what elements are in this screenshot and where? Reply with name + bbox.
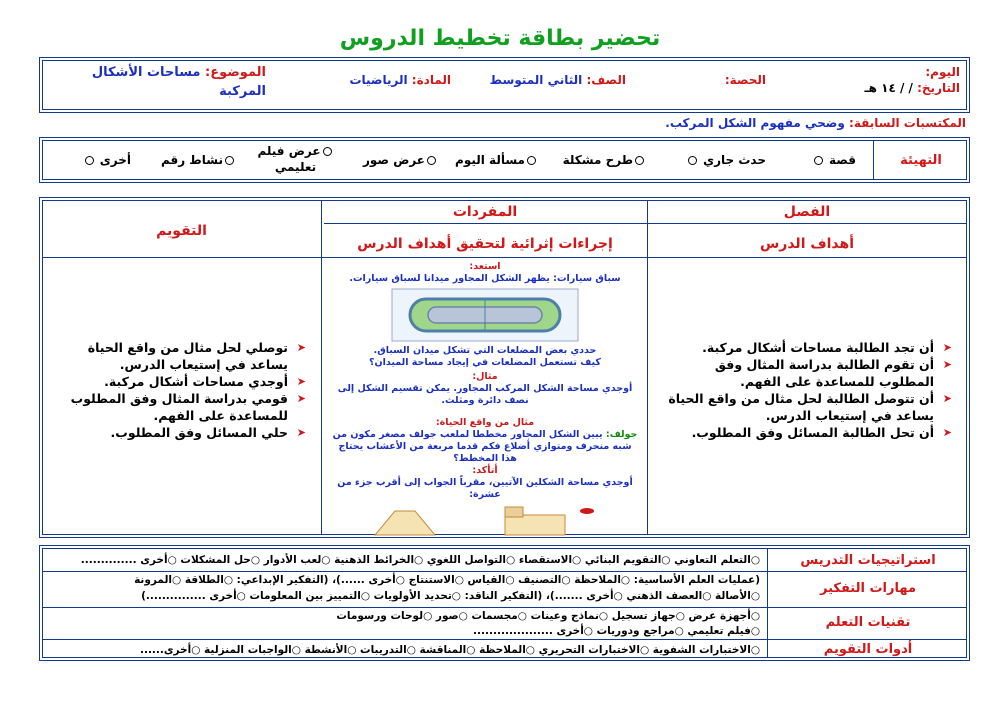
- goal-item: ➤ أن تجد الطالبة مساحات أشكال مركبة.: [702, 340, 952, 355]
- evaluation-list: [51, 339, 306, 441]
- golf-block: [326, 429, 644, 465]
- tech-line-1: ○أجهزة عرض ○جهاز تسجيل ○نماذج وعينات ○مجسمات ○صور ○لوحات ورسومات: [336, 610, 760, 622]
- evaluation-item: ➤ توصلي لحل مثال من واقع الحياة يساعد في إستيعاب الدرس.: [87, 340, 306, 372]
- evaluation-item: ➤ حلي المسائل وفق المطلوب.: [110, 425, 306, 440]
- warmup-option-event[interactable]: حدث جاري: [686, 153, 766, 167]
- grade-value: الثاني المتوسط: [489, 73, 583, 87]
- tech-label: تقنيات التعلم: [825, 615, 911, 630]
- warmup-option-problem[interactable]: طرح مشكلة: [563, 153, 646, 167]
- real-life-label: مثال من واقع الحياة:: [435, 417, 535, 428]
- arrow-bullet-icon: ➤: [942, 426, 952, 439]
- topic-label: الموضوع:: [205, 65, 266, 80]
- day-label: اليوم:: [925, 65, 960, 79]
- check-text: أوجدي مساحة الشكلين الآتيين، مقرباً الجواب إلى أقرب جزء من عشرة:: [337, 477, 633, 500]
- shapes-figure: [355, 503, 615, 537]
- grade-label: الصف:: [586, 73, 626, 87]
- prior-knowledge: [665, 116, 966, 130]
- tools-text: ○الاختبارات الشفوية ○الاختبارات التحريري ○الملاحظة ○المناقشة ○التدريبات ○الأنشطة ○الواجبات المنزلية ○أخرى......: [139, 644, 760, 656]
- arrow-bullet-icon: ➤: [296, 392, 306, 405]
- warmup-label: التهيئة: [900, 153, 942, 168]
- arrow-bullet-icon: ➤: [942, 392, 952, 405]
- tools-label: أدوات التقويم: [823, 642, 913, 657]
- prior-value: وضحي مفهوم الشكل المركب.: [665, 116, 845, 130]
- teaching-label: استراتيجيات التدريس: [800, 553, 936, 568]
- warmup-option-images[interactable]: عرض صور: [363, 153, 438, 167]
- warmup-option-activity[interactable]: نشاط رقم: [161, 153, 236, 167]
- subject-value: الرياضيات: [349, 73, 408, 87]
- radio-circle-icon: [527, 156, 536, 165]
- race-text: سباق سيارات: يظهر الشكل المجاور ميدانا لسباق سيارات.: [349, 273, 621, 284]
- warmup-option-other[interactable]: أخرى: [83, 153, 131, 167]
- radio-circle-icon: [85, 156, 94, 165]
- example-text: أوجدي مساحة الشكل المركب المجاور. يمكن تقسيم الشكل إلى نصف دائرة ومثلث.: [337, 383, 633, 406]
- col-goals: أهداف الدرس: [759, 236, 855, 252]
- golf-text: يبين الشكل المجاور مخططا لملعب جولف مصغر مكون من شبه منحرف ومتوازي أضلاع فكم قدما مربعة من الأعشاب يحتاج هذا المخطط؟: [332, 429, 632, 464]
- subject-label: المادة:: [411, 73, 451, 87]
- header-box: [42, 60, 967, 110]
- thinking-line-2: ○الأصالة ○العصف الذهني ○أخرى .......)، (التفكير الناقد: ○تحديد الأولويات ○التمييز بين المعلومات ○أخرى ...............): [141, 590, 760, 602]
- arrow-bullet-icon: ➤: [942, 358, 952, 371]
- date-row: [865, 81, 960, 95]
- evaluation-item: ➤ أوجدي مساحات أشكال مركبة.: [104, 374, 306, 389]
- radio-circle-icon: [323, 147, 332, 156]
- lesson-table: [42, 200, 967, 535]
- thinking-line-1: (عمليات العلم الأساسية: ○الملاحظة ○التصنيف ○القياس ○الاستنتاج ○أخرى ......)، (التفكير الإبداعي: ○الطلاقة ○المرونة: [134, 574, 760, 586]
- col-evaluation: التقويم: [156, 223, 207, 239]
- radio-circle-icon: [814, 156, 823, 165]
- date-label: التاريخ:: [917, 81, 960, 95]
- check-label: أتأكد:: [472, 465, 498, 476]
- goal-item: ➤ أن تحل الطالبة المسائل وفق المطلوب.: [691, 425, 952, 440]
- prior-label: المكتسبات السابقة:: [849, 116, 966, 130]
- warmup-option-film[interactable]: عرض فيلم تعليمي: [253, 143, 338, 175]
- teaching-text: ○التعلم التعاوني ○التقويم البنائي ○الاستقصاء ○التواصل اللغوي ○الخرائط الذهنية ○لعب الأدوار ○حل المشكلات ○أخرى ..............: [80, 554, 760, 566]
- radio-circle-icon: [688, 156, 697, 165]
- golf-label: جولف:: [605, 429, 638, 440]
- arrow-bullet-icon: ➤: [296, 341, 306, 354]
- radio-circle-icon: [635, 156, 644, 165]
- warmup-option-story[interactable]: قصة: [812, 153, 856, 167]
- goals-list: [658, 339, 952, 441]
- strategies-box: [42, 548, 967, 658]
- topic-value: مساحات الأشكال المركبة: [91, 65, 266, 99]
- col-procedures: إجراءات إثرائية لتحقيق أهداف الدرس: [357, 236, 613, 252]
- grade-row: [490, 73, 626, 87]
- evaluation-item: ➤ قومي بدراسة المثال وفق المطلوب للمساعدة على الفهم.: [70, 391, 306, 423]
- col-items: المفردات: [452, 204, 518, 220]
- goal-item: ➤ أن تقوم الطالبة بدراسة المثال وفق المطلوب للمساعدة على الفهم.: [714, 357, 952, 389]
- col-chapter: الفصل: [783, 204, 831, 220]
- arrow-bullet-icon: ➤: [296, 375, 306, 388]
- example-label: مثال:: [472, 371, 498, 382]
- goal-item: ➤ أن تتوصل الطالبة لحل مثال من واقع الحياة يساعد في إستيعاب الدرس.: [668, 391, 952, 423]
- procedures-cell: [326, 261, 644, 531]
- date-value: / / ١٤ هـ: [864, 81, 913, 95]
- tech-line-2: ○فيلم تعليمي ○مراجع ودوريات ○أخرى ....................: [473, 625, 760, 637]
- radio-circle-icon: [225, 156, 234, 165]
- period-label: الحصة:: [724, 73, 766, 87]
- page-title: تحضير بطاقة تخطيط الدروس: [339, 26, 661, 51]
- topic-row: [51, 63, 266, 101]
- warmup-option-question[interactable]: مسألة اليوم: [455, 153, 538, 167]
- ready-label: استعد:: [469, 261, 501, 272]
- shapes-text: حددي بعض المضلعات التي تشكل ميدان السباق.: [373, 345, 597, 356]
- subject-row: [349, 73, 451, 87]
- warmup-box: [42, 140, 967, 180]
- radio-circle-icon: [427, 156, 436, 165]
- arrow-bullet-icon: ➤: [942, 341, 952, 354]
- thinking-label: مهارات التفكير: [820, 581, 916, 596]
- arrow-bullet-icon: ➤: [296, 426, 306, 439]
- race-track-figure: [390, 287, 580, 343]
- how-text: كيف تستعمل المضلعات في إيجاد مساحة الميدان؟: [369, 357, 601, 368]
